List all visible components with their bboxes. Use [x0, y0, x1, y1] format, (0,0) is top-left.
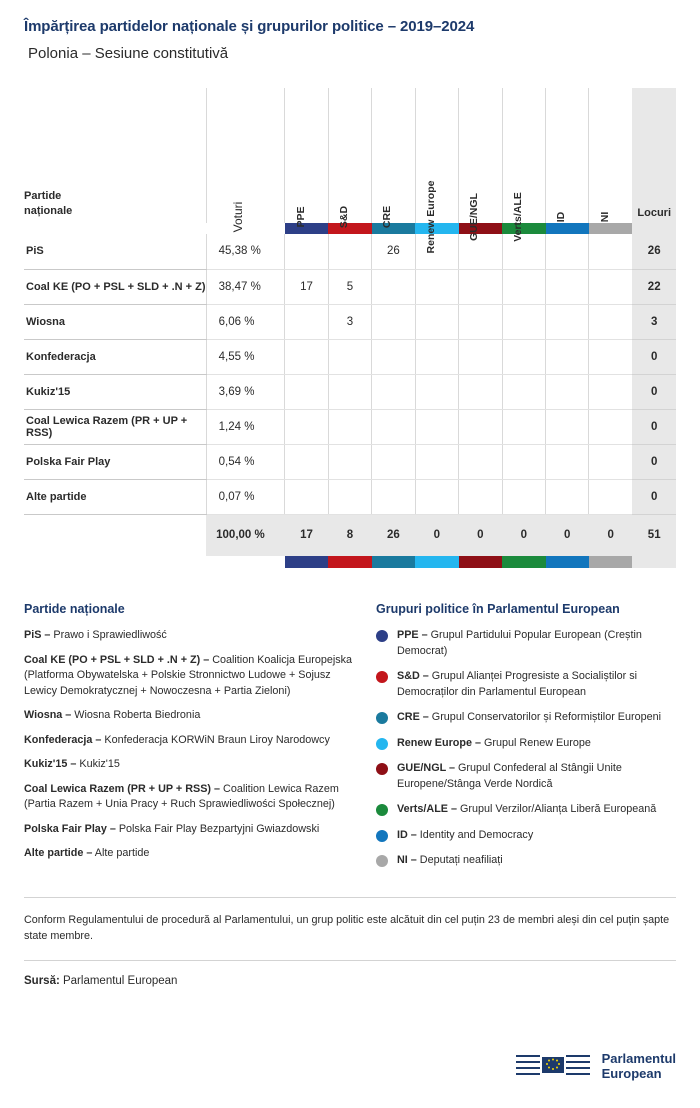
- color-swatch-bottom-id: [546, 556, 589, 568]
- row-seats-sd: [328, 409, 371, 444]
- header-votes-column: Voturi: [206, 88, 285, 223]
- legend-color-dot: [376, 738, 388, 750]
- row-seats-cre: [372, 339, 415, 374]
- row-seats-ppe: [285, 409, 328, 444]
- legend-group-item: [376, 669, 676, 700]
- legend-group-text: CRE – Grupul Conservatorilor și Reformiștilor Europeni: [397, 711, 662, 723]
- row-seats-verts: [502, 269, 545, 304]
- page-subtitle: Polonia – Sesiune constitutivă: [28, 45, 229, 62]
- row-seats-gue: [459, 409, 502, 444]
- legend-party-item: Coal Lewica Razem (PR + UP + RSS) – Coalition Lewica Razem (Partia Razem + Unia Pracy + Ruch Sprawiedliwości Społecznej): [24, 782, 339, 810]
- row-seats-sd: [328, 444, 371, 479]
- seats-table-container: [24, 88, 676, 568]
- row-seats-sd: [328, 339, 371, 374]
- row-seats-ppe: [285, 339, 328, 374]
- row-party-name: Alte partide: [24, 479, 206, 514]
- legend-group-item: [376, 853, 676, 869]
- row-seats-ni: [589, 479, 632, 514]
- total-seats-verts: 0: [502, 514, 545, 556]
- header-group-verts: Verts/ALE: [502, 88, 545, 223]
- table-row: [24, 269, 676, 304]
- row-seats-sd: [328, 479, 371, 514]
- row-seats-ni: [589, 339, 632, 374]
- footnote: Conform Regulamentului de procedură al Parlamentului, un grup politic este alcătuit din cel puțin 23 de membri aleși din cel puțin șapte state membre.: [24, 913, 670, 942]
- row-seats-ppe: [285, 304, 328, 339]
- row-total-seats: 0: [632, 409, 676, 444]
- row-total-seats: 26: [632, 234, 676, 269]
- row-seats-id: [546, 374, 589, 409]
- color-swatch-bottom-renew: [415, 556, 458, 568]
- row-seats-ni: [589, 409, 632, 444]
- row-seats-id: [546, 339, 589, 374]
- total-seats-ni: 0: [589, 514, 632, 556]
- row-seats-ppe: [285, 479, 328, 514]
- legend-color-dot: [376, 630, 388, 642]
- ep-logo-text: [602, 1051, 676, 1081]
- row-seats-gue: [459, 269, 502, 304]
- row-total-seats: 22: [632, 269, 676, 304]
- total-votes: 100,00 %: [206, 514, 285, 556]
- header-group-gue: GUE/NGL: [459, 88, 502, 223]
- legend-party-item: Konfederacja – Konfederacja KORWiN Braun Liroy Narodowcy: [24, 733, 330, 746]
- legend-color-dot: [376, 671, 388, 683]
- legend-party-item: Polska Fair Play – Polska Fair Play Bezpartyjni Gwiazdowski: [24, 822, 320, 835]
- row-seats-verts: [502, 339, 545, 374]
- table-row: [24, 479, 676, 514]
- row-total-seats: 0: [632, 374, 676, 409]
- row-votes: 1,24 %: [206, 409, 285, 444]
- row-seats-verts: [502, 304, 545, 339]
- ep-flag-icon: [514, 1046, 592, 1086]
- ep-logo: [514, 1046, 676, 1086]
- row-seats-renew: [415, 479, 458, 514]
- legend-color-dot: [376, 804, 388, 816]
- row-seats-renew: [415, 339, 458, 374]
- row-votes: 45,38 %: [206, 234, 285, 269]
- row-seats-sd: 3: [328, 304, 371, 339]
- total-seats-ppe: 17: [285, 514, 328, 556]
- legend-party-item: PiS – Prawo i Sprawiedliwość: [24, 629, 167, 641]
- row-seats-cre: [372, 409, 415, 444]
- legend-group-text: S&D – Grupul Alianței Progresiste a Socialiștilor si Democraților din Parlamentul European: [397, 670, 638, 698]
- legend-group-text: GUE/NGL – Grupul Confederal al Stângii Unite Europene/Stânga Verde Nordică: [397, 762, 622, 790]
- legend-group-item: [376, 761, 676, 792]
- row-seats-ppe: [285, 444, 328, 479]
- total-seats-cre: 26: [372, 514, 415, 556]
- legend-group-item: [376, 628, 676, 659]
- total-empty: [24, 514, 206, 556]
- row-seats-cre: [372, 304, 415, 339]
- row-seats-sd: 5: [328, 269, 371, 304]
- row-seats-id: [546, 304, 589, 339]
- row-seats-gue: [459, 234, 502, 269]
- total-seats-sd: 8: [328, 514, 371, 556]
- header-party-column: Partide naționale: [24, 190, 73, 217]
- row-party-name: Wiosna: [24, 304, 206, 339]
- total-seats: 51: [632, 514, 676, 556]
- row-seats-gue: [459, 304, 502, 339]
- row-seats-cre: [372, 269, 415, 304]
- header-group-sd: S&D: [328, 88, 371, 223]
- row-seats-renew: [415, 409, 458, 444]
- legend-group-item: [376, 736, 676, 752]
- row-seats-ni: [589, 269, 632, 304]
- legend-group-text: PPE – Grupul Partidului Popular European (Creștin Democrat): [397, 629, 642, 657]
- row-votes: 3,69 %: [206, 374, 285, 409]
- row-seats-id: [546, 444, 589, 479]
- color-swatch-id: [546, 223, 589, 234]
- row-party-name: Polska Fair Play: [24, 444, 206, 479]
- row-seats-ppe: 17: [285, 269, 328, 304]
- row-seats-gue: [459, 339, 502, 374]
- row-seats-renew: [415, 304, 458, 339]
- table-header-row: [24, 88, 676, 223]
- row-votes: 0,54 %: [206, 444, 285, 479]
- row-party-name: PiS: [24, 234, 206, 269]
- row-seats-renew: [415, 374, 458, 409]
- row-party-name: Coal Lewica Razem (PR + UP + RSS): [24, 409, 206, 444]
- row-votes: 38,47 %: [206, 269, 285, 304]
- legend-national-parties: [24, 602, 376, 879]
- legend-group-text: Renew Europe – Grupul Renew Europe: [397, 736, 591, 749]
- color-swatch-bottom-ppe: [285, 556, 328, 568]
- row-seats-verts: [502, 409, 545, 444]
- row-seats-verts: [502, 479, 545, 514]
- header-seats-column: Locuri: [632, 88, 676, 223]
- legend-group-text: ID – Identity and Democracy: [397, 828, 534, 841]
- row-seats-cre: 26: [372, 234, 415, 269]
- table-row: [24, 409, 676, 444]
- row-seats-ni: [589, 304, 632, 339]
- table-total-row: [24, 514, 676, 556]
- seats-table: [24, 88, 676, 568]
- legend-political-groups: [376, 602, 676, 879]
- header-group-ppe: PPE: [285, 88, 328, 223]
- legend-color-dot: [376, 712, 388, 724]
- header-group-cre: CRE: [372, 88, 415, 223]
- legend-party-item: Coal KE (PO + PSL + SLD + .N + Z) – Coalition Koalicja Europejska (Platforma Obywatelska + Polskie Stronnictwo Ludowe + Sojusz Lewicy Demokratycznej + Nowoczesna + Partia Zieloni): [24, 653, 353, 697]
- legend-color-dot: [376, 830, 388, 842]
- row-seats-ni: [589, 444, 632, 479]
- row-party-name: Coal KE (PO + PSL + SLD + .N + Z): [24, 269, 206, 304]
- row-seats-id: [546, 479, 589, 514]
- row-seats-ppe: [285, 234, 328, 269]
- color-swatch-ni: [589, 223, 632, 234]
- legend-group-text: Verts/ALE – Grupul Verzilor/Alianța Liberă Europeană: [397, 803, 657, 815]
- row-total-seats: 3: [632, 304, 676, 339]
- legends: [24, 602, 676, 879]
- color-swatch-bottom-ni: [589, 556, 632, 568]
- legend-color-dot: [376, 855, 388, 867]
- legend-group-item: [376, 710, 676, 726]
- row-votes: 4,55 %: [206, 339, 285, 374]
- legend-group-item: [376, 802, 676, 818]
- header-group-id: ID: [546, 88, 589, 223]
- total-seats-renew: 0: [415, 514, 458, 556]
- table-row: [24, 374, 676, 409]
- header-group-renew: Renew Europe: [415, 88, 458, 223]
- page-title: Împărțirea partidelor naționale și grupurilor politice – 2019–2024: [24, 18, 475, 35]
- row-seats-renew: [415, 444, 458, 479]
- legend-group-item: [376, 828, 676, 844]
- legend-groups-title: Grupuri politice în Parlamentul European: [376, 602, 620, 616]
- color-swatch-bottom-sd: [328, 556, 371, 568]
- total-seats-gue: 0: [459, 514, 502, 556]
- row-total-seats: 0: [632, 444, 676, 479]
- ep-logo-line1: Parlamentul: [601, 1051, 676, 1066]
- group-color-strip-bottom: [24, 556, 676, 568]
- table-row: [24, 234, 676, 269]
- row-total-seats: 0: [632, 479, 676, 514]
- legend-color-dot: [376, 763, 388, 775]
- source-value: Parlamentul European: [59, 974, 178, 987]
- legend-party-item: Wiosna – Wiosna Roberta Biedronia: [24, 709, 201, 721]
- legend-party-item: Kukiz'15 – Kukiz'15: [24, 758, 120, 770]
- row-seats-id: [546, 234, 589, 269]
- row-votes: 6,06 %: [206, 304, 285, 339]
- source-label: Sursă:: [24, 974, 60, 987]
- ep-logo-line2: European: [601, 1066, 662, 1081]
- table-row: [24, 304, 676, 339]
- row-votes: 0,07 %: [206, 479, 285, 514]
- row-seats-ni: [589, 374, 632, 409]
- row-seats-cre: [372, 374, 415, 409]
- row-seats-verts: [502, 374, 545, 409]
- row-party-name: Kukiz'15: [24, 374, 206, 409]
- total-seats-id: 0: [546, 514, 589, 556]
- row-seats-sd: [328, 234, 371, 269]
- row-seats-id: [546, 269, 589, 304]
- table-row: [24, 339, 676, 374]
- row-seats-ni: [589, 234, 632, 269]
- row-total-seats: 0: [632, 339, 676, 374]
- row-seats-verts: [502, 444, 545, 479]
- legend-party-item: Alte partide – Alte partide: [24, 847, 150, 859]
- legend-group-text: NI – Deputați neafiliați: [397, 854, 503, 866]
- row-seats-gue: [459, 374, 502, 409]
- source-line: [24, 961, 676, 987]
- row-seats-cre: [372, 444, 415, 479]
- color-swatch-gue: [459, 223, 502, 234]
- color-swatch-bottom-cre: [372, 556, 415, 568]
- table-row: [24, 444, 676, 479]
- color-swatch-bottom-gue: [459, 556, 502, 568]
- group-color-strip-top: [24, 223, 676, 234]
- header-group-ni: NI: [589, 88, 632, 223]
- row-seats-ppe: [285, 374, 328, 409]
- row-seats-sd: [328, 374, 371, 409]
- row-party-name: Konfederacja: [24, 339, 206, 374]
- row-seats-gue: [459, 444, 502, 479]
- row-seats-renew: [415, 269, 458, 304]
- row-seats-cre: [372, 479, 415, 514]
- color-swatch-bottom-verts: [502, 556, 545, 568]
- color-swatch-cre: [372, 223, 415, 234]
- row-seats-id: [546, 409, 589, 444]
- legend-parties-title: Partide naționale: [24, 602, 125, 616]
- row-seats-gue: [459, 479, 502, 514]
